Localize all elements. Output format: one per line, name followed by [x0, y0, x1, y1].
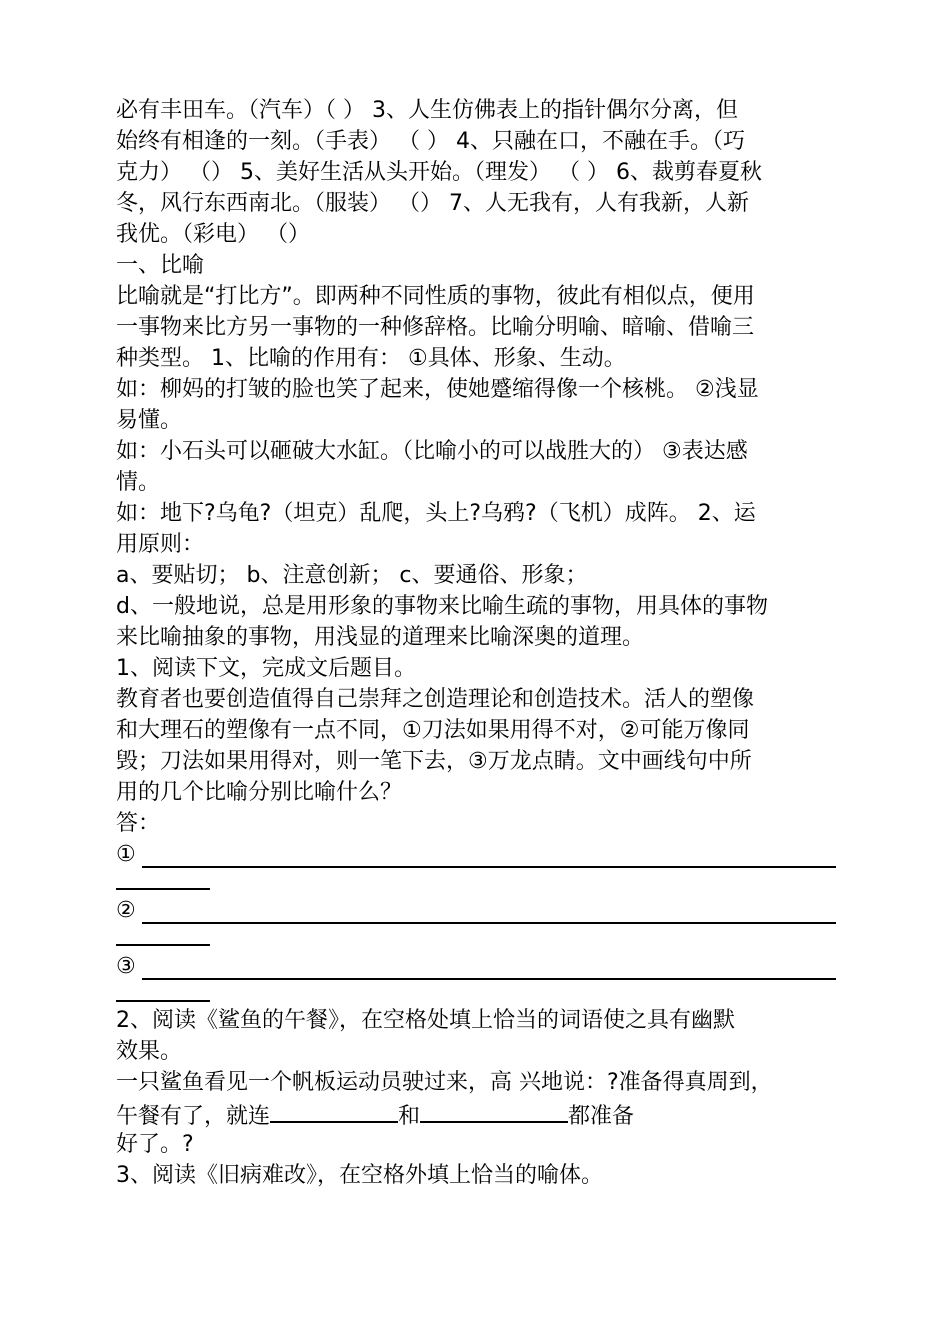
- text-line: 教育者也要创造值得自己崇拜之创造理论和创造技术。活人的塑像: [116, 687, 755, 712]
- question-2-title: 2、阅读《鲨鱼的午餐》，在空格处填上恰当的词语使之具有幽默: [116, 1008, 735, 1033]
- text-line: 冬，风行东西南北。（服装） （） 7、人无我有，人有我新，人新: [116, 191, 749, 216]
- text-line: 克力） （） 5、美好生活从头开始。（理发） （ ） 6、裁剪春夏秋: [116, 160, 762, 185]
- question-1-title: 1、阅读下文，完成文后题目。: [116, 656, 416, 681]
- question-3-title: 3、阅读《旧病难改》，在空格外填上恰当的喻体。: [116, 1163, 603, 1188]
- fill-blank-line: [116, 1099, 836, 1132]
- text-line: 好了。?: [116, 1132, 194, 1157]
- blank-2[interactable]: [420, 1099, 568, 1123]
- text-line: 毁；刀法如果用得对，则一笔下去，③万龙点睛。文中画线句中所: [116, 749, 752, 774]
- text-line: 我优。（彩电） （）: [116, 222, 310, 247]
- answer-row-3[interactable]: [116, 952, 836, 982]
- text-line: 用的几个比喻分别比喻什么？: [116, 780, 403, 805]
- answer-number: ③: [116, 954, 136, 979]
- answer-label: 答：: [116, 811, 161, 836]
- blank-1[interactable]: [270, 1099, 398, 1123]
- text-line: 种类型。 1、比喻的作用有： ①具体、形象、生动。: [116, 346, 626, 371]
- answer-row-1[interactable]: [116, 840, 836, 870]
- text-line: 情。: [116, 470, 161, 495]
- text-fragment: 都准备: [568, 1104, 635, 1129]
- answer-underline: [142, 978, 836, 980]
- text-line: 如：地下?乌龟?（坦克）乱爬，头上?乌鸦?（飞机）成阵。 2、运: [116, 501, 756, 526]
- text-line: 来比喻抽象的事物，用浅显的道理来比喻深奥的道理。: [116, 625, 645, 650]
- text-line: 易懂。: [116, 408, 183, 433]
- text-line: 一事物来比方另一事物的一种修辞格。比喻分明喻、暗喻、借喻三: [116, 315, 755, 340]
- answer-number: ①: [116, 842, 136, 867]
- answer-underline: [142, 866, 836, 868]
- text-line: 用原则：: [116, 532, 205, 557]
- answer-underline-continued: [116, 1000, 210, 1002]
- text-line: 效果。: [116, 1039, 183, 1064]
- answer-underline-continued: [116, 888, 210, 890]
- text-line: 比喻就是“打比方”。即两种不同性质的事物，彼此有相似点，便用: [116, 284, 755, 309]
- answer-underline-continued: [116, 944, 210, 946]
- text-line: 如：小石头可以砸破大水缸。（比喻小的可以战胜大的） ③表达感: [116, 439, 748, 464]
- text-line: d、一般地说，总是用形象的事物来比喻生疏的事物，用具体的事物: [116, 594, 768, 619]
- answer-number: ②: [116, 898, 136, 923]
- text-line: 一只鲨鱼看见一个帆板运动员驶过来，高 兴地说：?准备得真周到，: [116, 1070, 773, 1095]
- section-heading: 一、比喻: [116, 253, 205, 278]
- text-line: 如：柳妈的打皱的脸也笑了起来，使她蹙缩得像一个核桃。 ②浅显: [116, 377, 759, 402]
- text-fragment: 和: [398, 1104, 421, 1129]
- text-fragment: 午餐有了，就连: [116, 1104, 271, 1129]
- answer-row-2[interactable]: [116, 896, 836, 926]
- text-line: 始终有相逢的一刻。（手表） （ ） 4、只融在口，不融在手。（巧: [116, 129, 745, 154]
- answer-underline: [142, 922, 836, 924]
- text-line: 和大理石的塑像有一点不同，①刀法如果用得不对，②可能万像同: [116, 718, 750, 743]
- text-line: a、要贴切； b、注意创新； c、要通俗、形象；: [116, 563, 588, 588]
- text-line: 必有丰田车。（汽车）（ ） 3、人生仿佛表上的指针偶尔分离，但: [116, 98, 738, 123]
